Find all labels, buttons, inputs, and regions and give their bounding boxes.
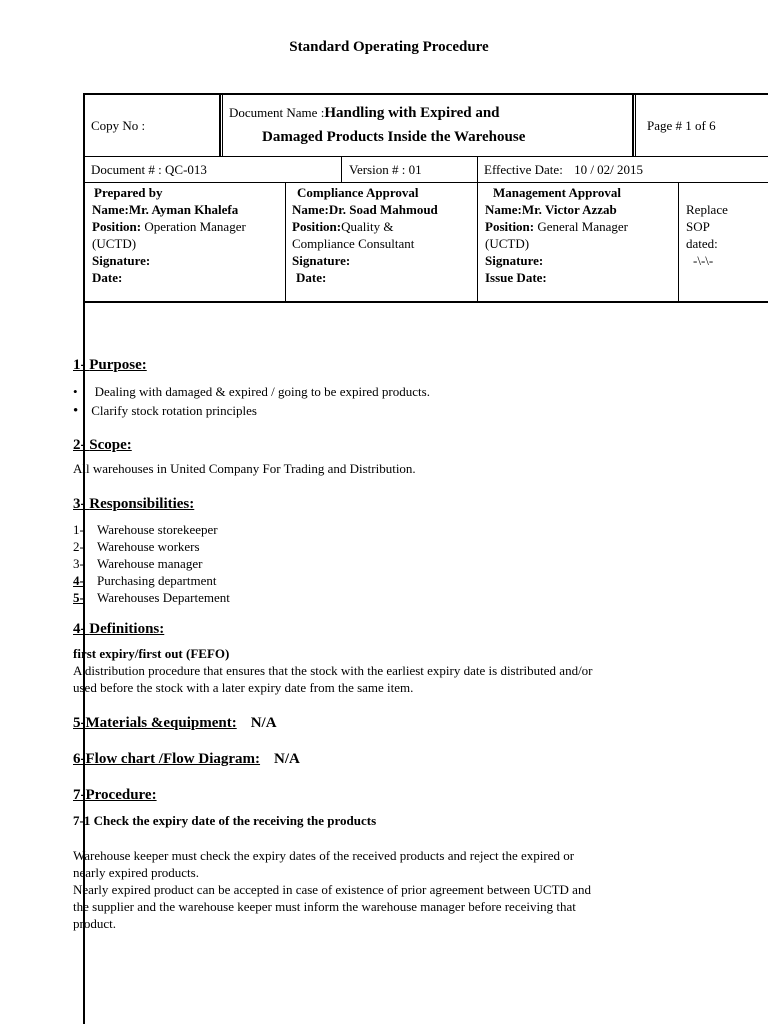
document-number: Document # : QC-013 <box>91 162 207 177</box>
purpose-item-text: Dealing with damaged & expired / going to be expired products. <box>94 384 430 399</box>
management-position: General Manager <box>537 219 628 234</box>
list-num: 4- <box>73 573 84 588</box>
responsibilities-heading <box>73 496 194 513</box>
scope-num: 2- <box>73 437 86 453</box>
purpose-heading <box>73 357 147 374</box>
divider <box>632 95 634 157</box>
procedure-line: nearly expired products. <box>73 865 199 880</box>
compliance-position-label: Position: <box>292 219 342 234</box>
flowchart-heading <box>73 751 300 768</box>
bullet-icon: • <box>73 384 78 399</box>
divider <box>222 95 223 157</box>
scope-text: All warehouses in United Company For Trading and Distribution. <box>73 461 416 476</box>
compliance-approval <box>292 184 438 286</box>
effective-date <box>484 162 643 178</box>
list-item <box>73 572 230 589</box>
list-num: 5- <box>73 590 84 605</box>
doc-name-line1: Handling with Expired and <box>324 105 500 121</box>
compliance-date: Date: <box>296 270 327 285</box>
list-text: Warehouse manager <box>97 556 203 571</box>
divider <box>219 95 221 157</box>
prepared-signature: Signature: <box>92 253 151 268</box>
definition-line-1: A distribution procedure that ensures that the stock with the earliest expiry date is distributed and/or <box>73 663 593 678</box>
management-signature: Signature: <box>485 253 544 268</box>
procedure-line: Nearly expired product can be accepted in case of existence of prior agreement between UCTD and <box>73 882 591 897</box>
page-title: Standard Operating Procedure <box>289 39 489 55</box>
list-num: 1- <box>73 522 84 537</box>
management-title: Management Approval <box>493 185 621 200</box>
list-item <box>73 589 230 606</box>
procedure-title: 7-Procedure: <box>73 787 157 803</box>
definition-term: first expiry/first out (FEFO) <box>73 646 230 661</box>
compliance-name: Dr. Soad Mahmoud <box>328 202 438 217</box>
purpose-item-1 <box>73 384 430 400</box>
definition-line-2: used before the stock with a later expiry date from the same item. <box>73 680 414 695</box>
replace-line2: SOP <box>686 219 710 234</box>
divider <box>285 183 286 303</box>
management-position-label: Position: <box>485 219 535 234</box>
copy-no: Copy No : <box>91 118 146 133</box>
list-text: Warehouse storekeeper <box>97 522 218 537</box>
doc-name-line2 <box>262 129 525 146</box>
scope-title: Scope: <box>89 437 132 453</box>
list-text: Purchasing department <box>97 573 217 588</box>
compliance-position: Quality & <box>341 219 394 234</box>
divider <box>678 183 679 303</box>
doc-name-line2-text: Damaged Products Inside the Warehouse <box>262 129 526 145</box>
divider <box>477 183 478 303</box>
prepared-position-label: Position: <box>92 219 142 234</box>
flowchart-title: 6-Flow chart /Flow Diagram: <box>73 751 261 767</box>
responsibilities-title: Responsibilities: <box>89 496 195 512</box>
prepared-name: Mr. Ayman Khalefa <box>128 202 239 217</box>
list-text: Warehouses Departement <box>97 590 230 605</box>
effective-date-value: 10 / 02/ 2015 <box>574 162 644 177</box>
replace-line1: Replace <box>686 202 728 217</box>
procedure-heading <box>73 787 157 804</box>
management-approval <box>485 184 628 286</box>
management-position2: (UCTD) <box>485 236 530 251</box>
replace-line3: dated: <box>686 236 718 251</box>
definitions-num: 4- <box>73 621 86 637</box>
list-num: 3- <box>73 556 84 571</box>
prepared-by <box>92 184 246 286</box>
responsibilities-list <box>73 521 230 606</box>
management-date: Issue Date: <box>485 270 547 285</box>
management-name: Mr. Victor Azzab <box>521 202 617 217</box>
version: Version # : 01 <box>349 162 422 177</box>
procedure-body <box>73 847 591 932</box>
compliance-position2: Compliance Consultant <box>292 236 415 251</box>
compliance-name-label: Name: <box>292 202 329 217</box>
purpose-item-2 <box>73 403 257 420</box>
list-item <box>73 555 230 572</box>
effective-date-label: Effective Date: <box>484 162 563 177</box>
definitions-heading <box>73 621 164 638</box>
divider <box>341 157 342 183</box>
list-item <box>73 521 230 538</box>
definitions-title: Definitions: <box>89 621 165 637</box>
procedure-line: product. <box>73 916 116 931</box>
prepared-date: Date: <box>92 270 123 285</box>
procedure-line: the supplier and the warehouse keeper must inform the warehouse manager before receiving that <box>73 899 576 914</box>
doc-name-label-text: Document Name : <box>229 105 325 120</box>
list-text: Warehouse workers <box>97 539 200 554</box>
responsibilities-num: 3- <box>73 496 86 512</box>
procedure-subheading: 7-1 Check the expiry date of the receiving the products <box>73 813 377 828</box>
doc-name-label <box>229 105 500 122</box>
compliance-title: Compliance Approval <box>297 185 419 200</box>
bullet-icon: • <box>73 403 79 419</box>
compliance-signature: Signature: <box>292 253 351 268</box>
list-num: 2- <box>73 539 84 554</box>
prepared-title: Prepared by <box>94 185 163 200</box>
prepared-name-label: Name: <box>92 202 129 217</box>
flowchart-value: N/A <box>274 751 300 767</box>
materials-heading <box>73 715 277 732</box>
scope-heading <box>73 437 132 454</box>
materials-value: N/A <box>250 715 277 731</box>
management-name-label: Name: <box>485 202 522 217</box>
purpose-title: Purpose: <box>89 357 147 373</box>
list-item <box>73 538 230 555</box>
purpose-num: 1- <box>73 357 86 373</box>
replace-sop <box>686 201 728 269</box>
materials-title: 5-Materials &equipment: <box>73 715 237 731</box>
divider <box>477 157 478 183</box>
prepared-position: Operation Manager <box>144 219 246 234</box>
purpose-item-text: Clarify stock rotation principles <box>91 403 257 418</box>
prepared-position2: (UCTD) <box>92 236 137 251</box>
divider <box>635 95 636 157</box>
page-number: Page # 1 of 6 <box>647 118 716 133</box>
procedure-line: Warehouse keeper must check the expiry dates of the received products and reject the expired or <box>73 848 575 863</box>
replace-line4: -\-\- <box>693 253 714 268</box>
